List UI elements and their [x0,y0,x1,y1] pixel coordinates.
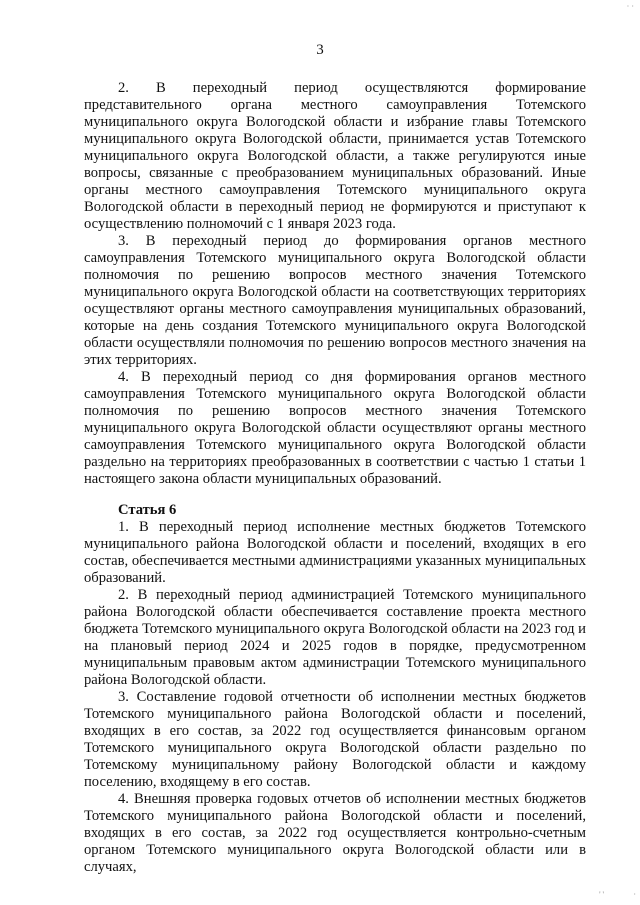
scan-artifact-mark: · · [626,2,634,11]
article-6-paragraph-4: 4. Внешняя проверка годовых отчетов об исполнении местных бюджетов Тотемского муниципального района Вологодской области и поселений, входящих в его состав, за 2022 год осуществляется контрольно-счетным органом Тотемского муниципального округа Вологодской области или в случаях, [84,791,586,875]
article-6-paragraph-2: 2. В переходный период администрацией Тотемского муниципального района Вологодской области обеспечивается составление проекта местного бюджета Тотемского муниципального округа Вологодской области на 2023 год и на плановый период 2024 и 2025 годов в порядке, предусмотренном муниципальным правовым актом администрации Тотемского муниципального района Вологодской области. [84,587,586,688]
article-5-paragraph-2: 2. В переходный период осуществляются формирование представительного органа местного самоуправления Тотемского муниципального округа Вологодской области и избрание главы Тотемского муниципального округа Вологодской области, принимается устав Тотемского муниципального округа Вологодской области, а также регулируются иные вопросы, связанные с преобразованием муниципальных образований. Иные органы местного самоуправления Тотемского муниципального округа Вологодской области в переходный период не формируются и приступают к осуществлению полномочий с 1 января 2023 года. [84,80,586,232]
article-6-heading: Статья 6 [118,502,177,518]
article-5-paragraph-3: 3. В переходный период до формирования органов местного самоуправления Тотемского муниципального округа Вологодской области полномочия по решению вопросов местного значения Тотемского муниципального округа Вологодской области на соответствующих территориях осуществляют органы местного самоуправления муниципальных образований, которые на день создания Тотемского муниципального округа Вологодской области осуществляли полномочия по решению вопросов местного значения на этих территориях. [84,233,586,368]
article-6-paragraph-1: 1. В переходный период исполнение местных бюджетов Тотемского муниципального района Вологодской области и поселений, входящих в его состав, обеспечивается местными администрациями указанных муниципальных образований. [84,519,586,586]
article-5-paragraph-4: 4. В переходный период со дня формирования органов местного самоуправления Тотемского муниципального округа Вологодской области полномочия по решению вопросов местного значения Тотемского муниципального округа Вологодской области осуществляют органы местного самоуправления Тотемского муниципального округа Вологодской области раздельно на территориях преобразованных в соответствии с частью 1 статьи 1 настоящего закона области муниципальных образований. [84,369,586,487]
scan-artifact-mark: · [633,890,636,899]
document-body [84,80,586,876]
article-6-paragraph-3: 3. Составление годовой отчетности об исполнении местных бюджетов Тотемского муниципального района Вологодской области и поселений, входящих в его состав, за 2022 год осуществляется финансовым органом Тотемского муниципального округа Вологодской области раздельно по Тотемскому муниципальному району Вологодской области и каждому поселению, входящему в его состав. [84,689,586,790]
page-number: 3 [316,42,324,58]
scan-artifact-mark: ' ' [599,890,604,899]
